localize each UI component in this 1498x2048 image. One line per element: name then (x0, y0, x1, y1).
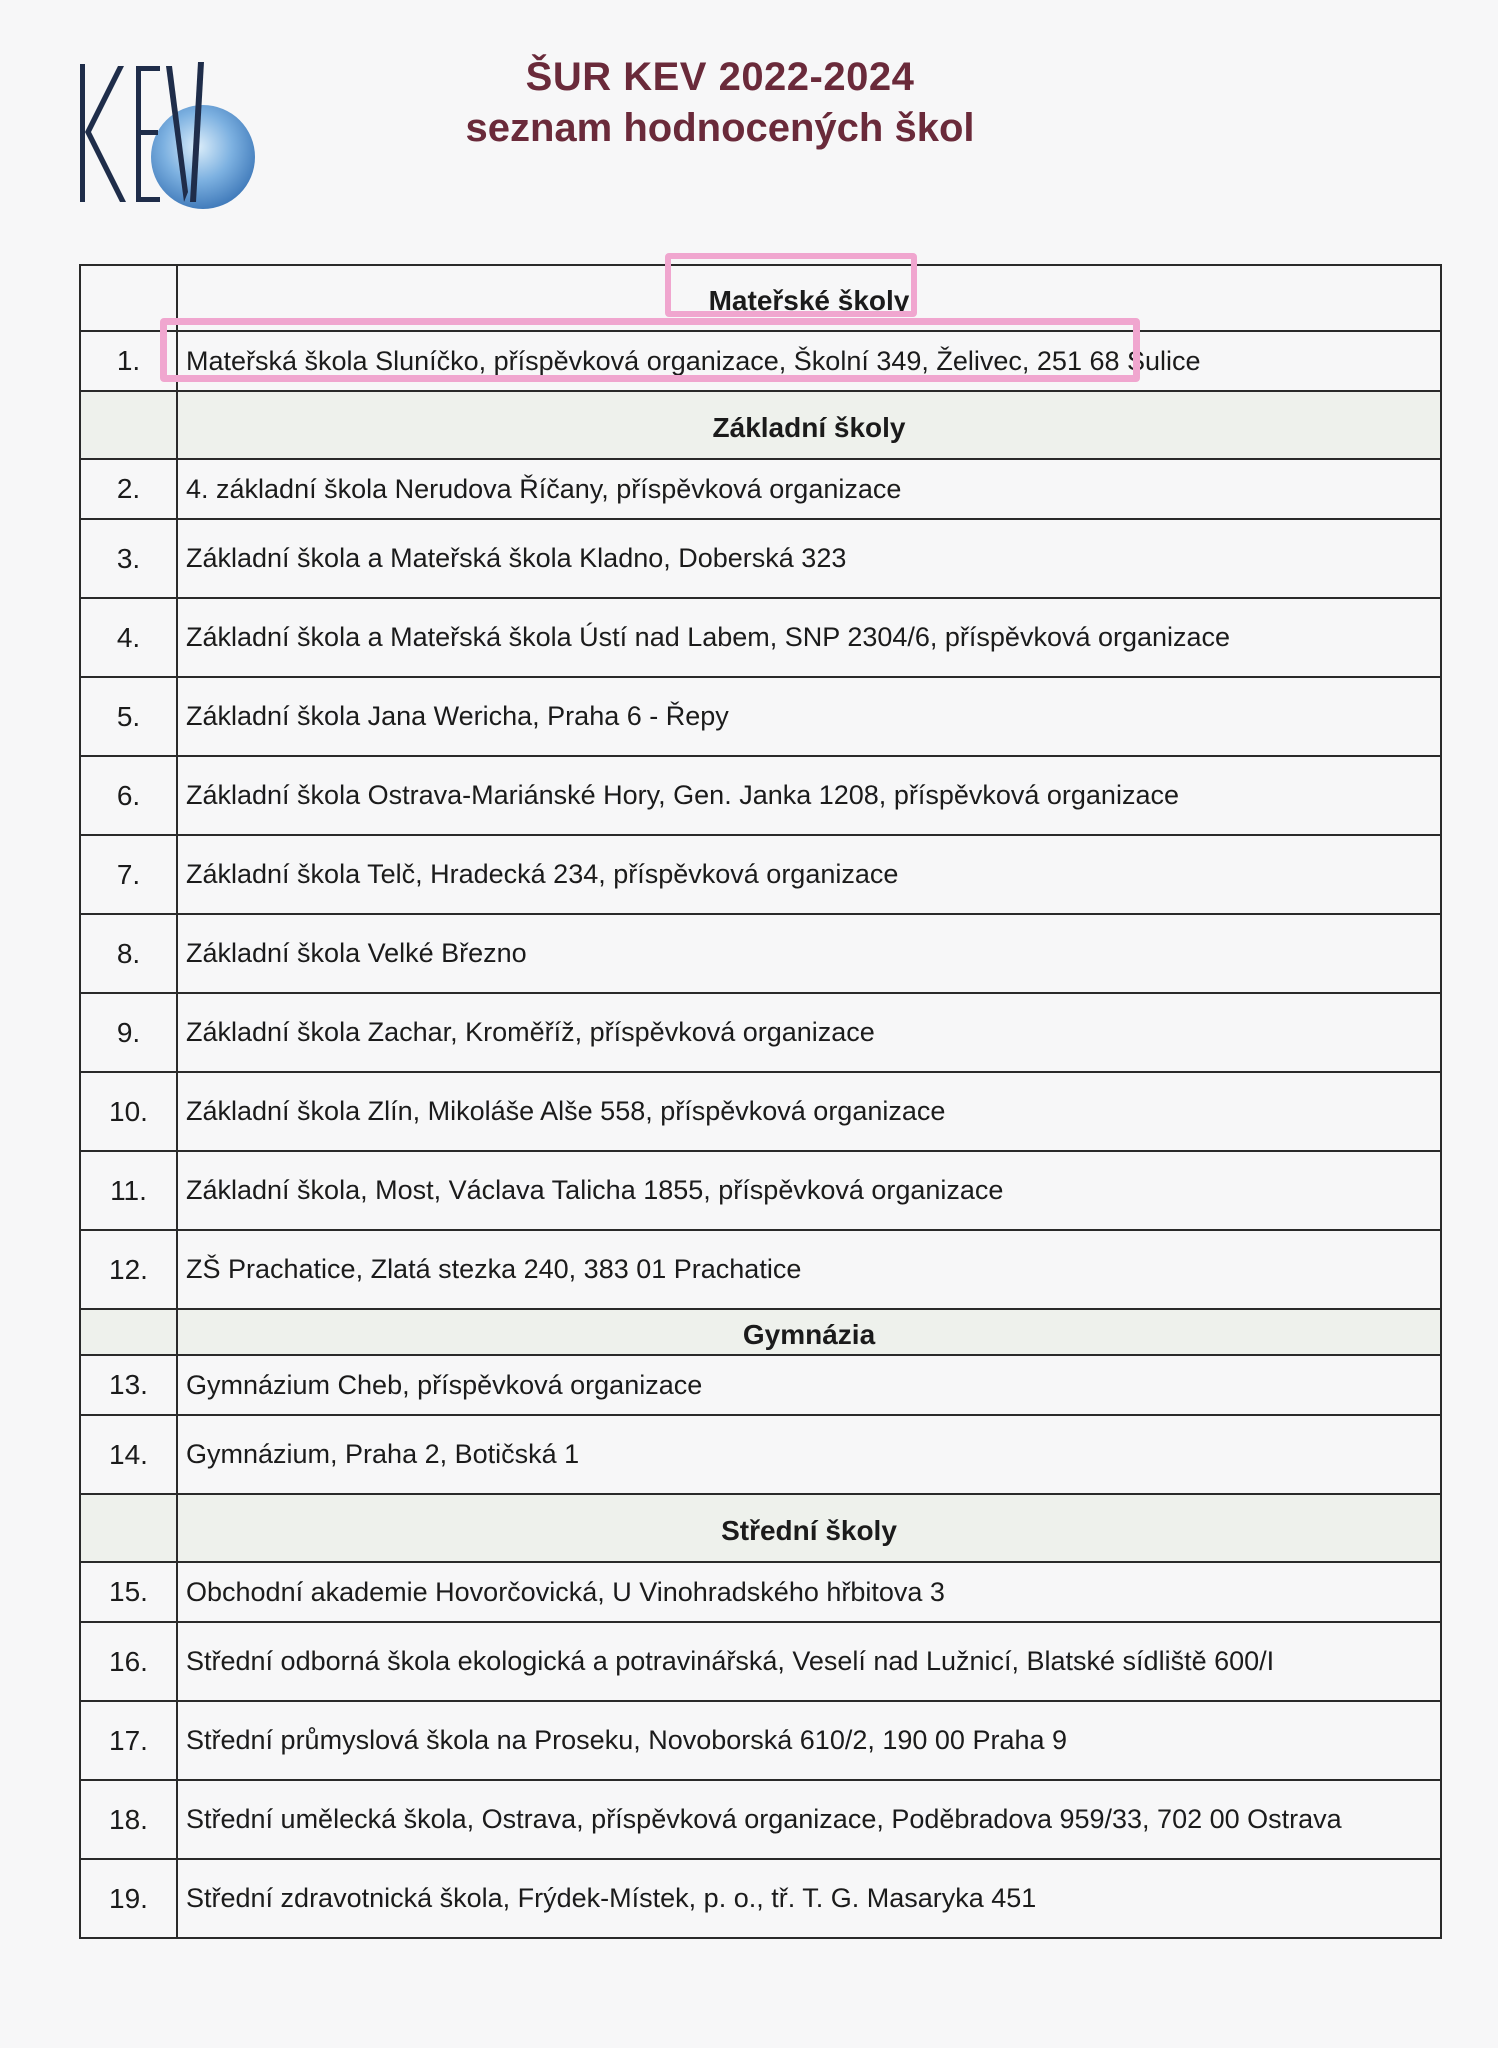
row-number: 7. (80, 835, 177, 914)
table-row (80, 519, 1441, 598)
row-number: 4. (80, 598, 177, 677)
table-row (80, 835, 1441, 914)
table-row (80, 1151, 1441, 1230)
row-number: 11. (80, 1151, 177, 1230)
section-header-gymnazia (80, 1309, 1441, 1355)
row-number: 13. (80, 1355, 177, 1415)
row-number: 6. (80, 756, 177, 835)
table-row (80, 1859, 1441, 1938)
row-number: 14. (80, 1415, 177, 1494)
table-row (80, 459, 1441, 519)
school-name: Základní škola Velké Březno (177, 914, 1441, 993)
row-number: 9. (80, 993, 177, 1072)
table-row (80, 1415, 1441, 1494)
highlight-marker-section (665, 253, 917, 317)
school-name: Základní škola Ostrava-Mariánské Hory, Gen. Janka 1208, příspěvková organizace (177, 756, 1441, 835)
school-name: Střední umělecká škola, Ostrava, příspěvková organizace, Poděbradova 959/33, 702 00 Ostrava (177, 1780, 1441, 1859)
row-number: 16. (80, 1622, 177, 1701)
table-row (80, 993, 1441, 1072)
row-number: 2. (80, 459, 177, 519)
kev-logo (78, 52, 268, 212)
school-name: Střední zdravotnická škola, Frýdek-Místek, p. o., tř. T. G. Masaryka 451 (177, 1859, 1441, 1938)
document-header (370, 52, 1070, 154)
section-title: Základní školy (177, 391, 1441, 459)
school-name: Gymnázium Cheb, příspěvková organizace (177, 1355, 1441, 1415)
row-number: 18. (80, 1780, 177, 1859)
school-name: Základní škola a Mateřská škola Kladno, Doberská 323 (177, 519, 1441, 598)
school-name: Základní škola Jana Wericha, Praha 6 - Řepy (177, 677, 1441, 756)
table-row (80, 914, 1441, 993)
school-name: Obchodní akademie Hovorčovická, U Vinohradského hřbitova 3 (177, 1562, 1441, 1622)
school-name: Střední průmyslová škola na Proseku, Novoborská 610/2, 190 00 Praha 9 (177, 1701, 1441, 1780)
row-number: 5. (80, 677, 177, 756)
section-header-stredni-skoly (80, 1494, 1441, 1562)
school-name: ZŠ Prachatice, Zlatá stezka 240, 383 01 Prachatice (177, 1230, 1441, 1309)
table-row (80, 1355, 1441, 1415)
row-number: 12. (80, 1230, 177, 1309)
school-name: Základní škola Zachar, Kroměříž, příspěvková organizace (177, 993, 1441, 1072)
section-header-zakladni-skoly (80, 391, 1441, 459)
table-row (80, 1072, 1441, 1151)
table-row (80, 677, 1441, 756)
row-number: 1. (80, 331, 177, 391)
school-name: Základní škola Zlín, Mikoláše Alše 558, příspěvková organizace (177, 1072, 1441, 1151)
section-title: Mateřské školy (177, 265, 1441, 331)
table-row (80, 1562, 1441, 1622)
school-name: Gymnázium, Praha 2, Botičská 1 (177, 1415, 1441, 1494)
table-row (80, 1230, 1441, 1309)
table-row (80, 1622, 1441, 1701)
schools-table (79, 264, 1442, 1939)
school-name: Mateřská škola Sluníčko, příspěvková organizace, Školní 349, Želivec, 251 68 Sulice (177, 331, 1441, 391)
school-name: Základní škola, Most, Václava Talicha 1855, příspěvková organizace (177, 1151, 1441, 1230)
table-row (80, 598, 1441, 677)
school-name: Základní škola a Mateřská škola Ústí nad Labem, SNP 2304/6, příspěvková organizace (177, 598, 1441, 677)
school-name: Základní škola Telč, Hradecká 234, příspěvková organizace (177, 835, 1441, 914)
row-number: 10. (80, 1072, 177, 1151)
school-name: Střední odborná škola ekologická a potravinářská, Veselí nad Lužnicí, Blatské sídliště 600/I (177, 1622, 1441, 1701)
table-row (80, 756, 1441, 835)
section-title: Střední školy (177, 1494, 1441, 1562)
row-number: 8. (80, 914, 177, 993)
document-subtitle: seznam hodnocených škol (465, 106, 975, 150)
highlight-marker-row (160, 318, 1140, 382)
table-row (80, 1701, 1441, 1780)
school-name: 4. základní škola Nerudova Říčany, příspěvková organizace (177, 459, 1441, 519)
row-number: 15. (80, 1562, 177, 1622)
document-title: ŠUR KEV 2022-2024 (525, 55, 915, 99)
row-number: 17. (80, 1701, 177, 1780)
row-number: 3. (80, 519, 177, 598)
section-title: Gymnázia (177, 1309, 1441, 1355)
table-row (80, 1780, 1441, 1859)
row-number: 19. (80, 1859, 177, 1938)
